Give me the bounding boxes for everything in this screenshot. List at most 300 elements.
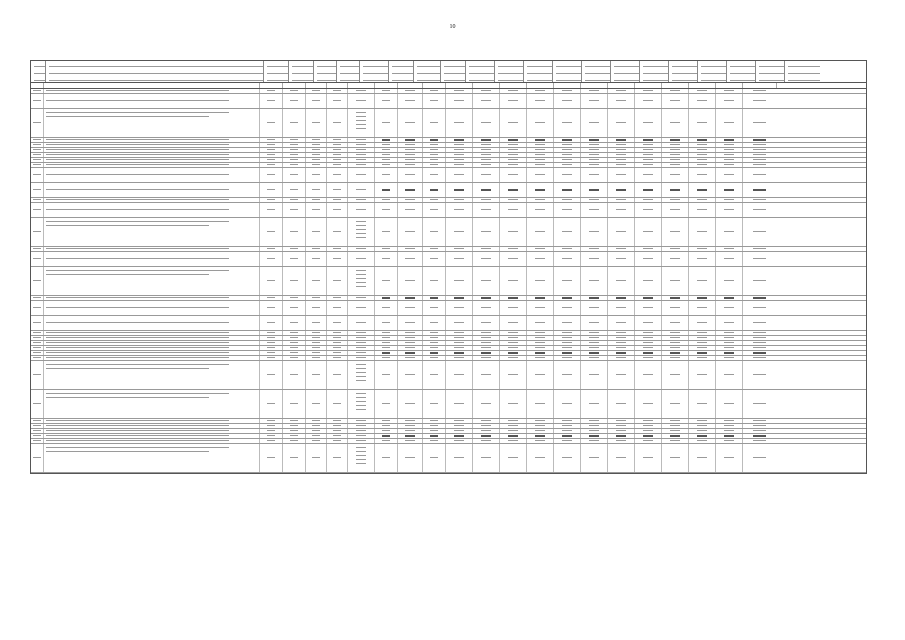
table-cell xyxy=(662,153,689,157)
placeholder-text xyxy=(356,233,366,234)
placeholder-text xyxy=(33,100,41,101)
placeholder-text xyxy=(267,347,276,348)
placeholder-text xyxy=(46,139,229,140)
placeholder-text xyxy=(589,374,599,375)
table-cell xyxy=(527,143,554,147)
table-cell xyxy=(662,168,689,182)
table-cell xyxy=(662,419,689,423)
placeholder-text xyxy=(616,209,626,210)
placeholder-text xyxy=(643,80,669,81)
table-cell xyxy=(446,143,473,147)
table-cell xyxy=(743,143,776,147)
table-cell xyxy=(527,429,554,433)
table-cell xyxy=(716,153,743,157)
placeholder-text xyxy=(356,144,366,145)
table-cell xyxy=(283,296,306,300)
placeholder-text xyxy=(697,209,707,210)
table-cell xyxy=(527,361,554,389)
table-cell xyxy=(283,183,306,197)
placeholder-text xyxy=(562,430,572,431)
table-cell xyxy=(473,148,500,152)
placeholder-text xyxy=(317,73,337,74)
table-cell xyxy=(306,109,327,137)
table-cell xyxy=(375,429,398,433)
table-cell xyxy=(398,267,423,295)
table-cell xyxy=(283,138,306,142)
placeholder-text xyxy=(670,322,680,323)
table-cell xyxy=(423,419,446,423)
placeholder-text xyxy=(33,248,41,249)
table-cell xyxy=(327,351,348,355)
placeholder-text xyxy=(356,282,366,283)
placeholder-text xyxy=(333,139,341,140)
table-cell xyxy=(554,247,581,251)
table-cell xyxy=(327,153,348,157)
table-cell xyxy=(689,429,716,433)
table-cell xyxy=(500,267,527,295)
placeholder-text xyxy=(454,199,464,200)
placeholder-text xyxy=(589,280,599,281)
placeholder-text xyxy=(33,403,41,404)
table-cell xyxy=(398,331,423,335)
table-cell xyxy=(581,109,608,137)
table-row xyxy=(31,301,866,316)
cell xyxy=(582,61,611,82)
placeholder-text xyxy=(585,80,611,81)
placeholder-text xyxy=(382,420,391,421)
placeholder-text xyxy=(382,430,391,431)
placeholder-text xyxy=(267,430,276,431)
placeholder-text xyxy=(535,139,545,141)
table-cell xyxy=(743,89,776,93)
table-cell xyxy=(306,94,327,108)
table-cell xyxy=(581,341,608,345)
table-cell xyxy=(306,424,327,428)
placeholder-text xyxy=(643,66,669,67)
table-cell xyxy=(31,183,44,197)
placeholder-text xyxy=(312,374,320,375)
placeholder-text xyxy=(508,357,518,358)
table-cell xyxy=(743,296,776,300)
placeholder-text xyxy=(356,307,366,308)
table-cell xyxy=(500,198,527,202)
placeholder-text xyxy=(697,90,707,91)
placeholder-text xyxy=(405,425,415,426)
table-cell xyxy=(327,341,348,345)
placeholder-text xyxy=(454,357,464,358)
placeholder-text xyxy=(382,154,391,155)
table-cell xyxy=(554,198,581,202)
placeholder-text xyxy=(46,274,209,275)
placeholder-text xyxy=(34,66,46,67)
placeholder-text xyxy=(340,80,360,81)
table-cell xyxy=(446,424,473,428)
table-cell xyxy=(44,198,260,202)
placeholder-text xyxy=(670,189,680,191)
table-cell xyxy=(635,203,662,217)
placeholder-text xyxy=(697,144,707,145)
table-cell xyxy=(375,109,398,137)
table-cell xyxy=(608,252,635,266)
placeholder-text xyxy=(697,258,707,259)
placeholder-text xyxy=(454,307,464,308)
table-cell xyxy=(554,424,581,428)
table-cell xyxy=(554,316,581,330)
placeholder-text xyxy=(616,457,626,458)
placeholder-text xyxy=(759,73,785,74)
placeholder-text xyxy=(356,286,366,287)
placeholder-text xyxy=(469,80,495,81)
table-cell xyxy=(554,434,581,438)
table-cell xyxy=(283,390,306,418)
table-cell xyxy=(260,168,283,182)
placeholder-text xyxy=(46,425,229,426)
placeholder-text xyxy=(405,149,415,150)
placeholder-text xyxy=(670,144,680,145)
table-cell xyxy=(31,316,44,330)
placeholder-text xyxy=(535,144,545,145)
table-cell xyxy=(689,252,716,266)
table-cell xyxy=(473,247,500,251)
table-cell xyxy=(743,331,776,335)
placeholder-text xyxy=(356,237,366,238)
table-cell xyxy=(473,153,500,157)
table-cell xyxy=(31,267,44,295)
table-cell xyxy=(375,341,398,345)
placeholder-text xyxy=(356,154,366,155)
placeholder-text xyxy=(382,164,391,165)
table-cell xyxy=(554,89,581,93)
cell xyxy=(785,61,820,82)
placeholder-text xyxy=(46,342,229,343)
table-cell xyxy=(608,356,635,360)
placeholder-text xyxy=(614,80,640,81)
placeholder-text xyxy=(753,189,766,191)
placeholder-text xyxy=(454,430,464,431)
placeholder-text xyxy=(405,322,415,323)
placeholder-text xyxy=(267,435,276,436)
placeholder-text xyxy=(382,280,391,281)
table-cell xyxy=(716,444,743,472)
table-cell xyxy=(398,109,423,137)
placeholder-text xyxy=(724,297,734,299)
placeholder-text xyxy=(333,209,341,210)
table-cell xyxy=(260,331,283,335)
placeholder-text xyxy=(643,174,653,175)
placeholder-text xyxy=(312,159,320,160)
placeholder-text xyxy=(267,457,276,458)
table-cell xyxy=(716,434,743,438)
placeholder-text xyxy=(753,342,766,343)
cell xyxy=(44,83,260,88)
placeholder-text xyxy=(33,189,41,190)
placeholder-text xyxy=(724,90,734,91)
placeholder-text xyxy=(267,164,276,165)
table-cell xyxy=(554,163,581,167)
table-cell xyxy=(662,163,689,167)
table-cell xyxy=(327,424,348,428)
placeholder-text xyxy=(267,139,276,140)
placeholder-text xyxy=(382,342,391,343)
placeholder-text xyxy=(670,425,680,426)
table-cell xyxy=(716,336,743,340)
placeholder-text xyxy=(753,164,766,165)
cell xyxy=(389,61,414,82)
table-cell xyxy=(306,351,327,355)
placeholder-text xyxy=(562,435,572,437)
placeholder-text xyxy=(333,337,341,338)
placeholder-text xyxy=(562,154,572,155)
placeholder-text xyxy=(508,425,518,426)
placeholder-text xyxy=(724,122,734,123)
placeholder-text xyxy=(454,139,464,141)
table-cell xyxy=(581,163,608,167)
table-cell xyxy=(527,341,554,345)
placeholder-text xyxy=(312,297,320,298)
table-cell xyxy=(662,346,689,350)
placeholder-text xyxy=(670,280,680,281)
placeholder-text xyxy=(562,337,572,338)
table-cell xyxy=(306,163,327,167)
placeholder-text xyxy=(481,357,491,358)
table-cell xyxy=(398,356,423,360)
table-cell xyxy=(348,419,375,423)
placeholder-text xyxy=(562,342,572,343)
table-cell xyxy=(608,390,635,418)
placeholder-text xyxy=(535,420,545,421)
table-cell xyxy=(716,301,743,315)
table-cell xyxy=(31,429,44,433)
placeholder-text xyxy=(481,144,491,145)
placeholder-text xyxy=(616,357,626,358)
table-cell xyxy=(635,168,662,182)
table-cell xyxy=(662,252,689,266)
placeholder-text xyxy=(454,189,464,191)
table-cell xyxy=(327,434,348,438)
placeholder-text xyxy=(312,425,320,426)
cell xyxy=(375,83,398,88)
table-cell xyxy=(581,158,608,162)
placeholder-text xyxy=(753,199,766,200)
placeholder-text xyxy=(267,100,276,101)
table-cell xyxy=(662,331,689,335)
placeholder-text xyxy=(616,231,626,232)
table-cell xyxy=(446,419,473,423)
placeholder-text xyxy=(508,430,518,431)
table-cell xyxy=(375,356,398,360)
table-cell xyxy=(473,390,500,418)
placeholder-text xyxy=(382,122,391,123)
table-cell xyxy=(446,247,473,251)
placeholder-text xyxy=(670,159,680,160)
table-cell xyxy=(260,153,283,157)
placeholder-text xyxy=(267,374,276,375)
placeholder-text xyxy=(312,90,320,91)
table-cell xyxy=(743,346,776,350)
placeholder-text xyxy=(312,164,320,165)
placeholder-text xyxy=(643,440,653,441)
cell xyxy=(640,61,669,82)
table-cell xyxy=(306,429,327,433)
placeholder-text xyxy=(430,357,439,358)
table-cell xyxy=(500,331,527,335)
table-cell xyxy=(581,89,608,93)
placeholder-text xyxy=(535,307,545,308)
table-cell xyxy=(554,218,581,246)
table-cell xyxy=(689,356,716,360)
placeholder-text xyxy=(290,209,299,210)
placeholder-text xyxy=(430,342,439,343)
placeholder-text xyxy=(333,332,341,333)
placeholder-text xyxy=(753,374,766,375)
placeholder-text xyxy=(33,154,41,155)
table-cell xyxy=(689,94,716,108)
placeholder-text xyxy=(290,139,299,140)
placeholder-text xyxy=(697,297,707,299)
placeholder-text xyxy=(697,139,707,141)
cell xyxy=(348,83,375,88)
placeholder-text xyxy=(616,374,626,375)
placeholder-text xyxy=(481,149,491,150)
table-cell xyxy=(327,89,348,93)
table-cell xyxy=(635,252,662,266)
table-cell xyxy=(473,267,500,295)
table-cell xyxy=(716,218,743,246)
placeholder-text xyxy=(267,337,276,338)
placeholder-text xyxy=(508,154,518,155)
table-cell xyxy=(260,390,283,418)
table-cell xyxy=(581,316,608,330)
placeholder-text xyxy=(562,100,572,101)
placeholder-text xyxy=(481,403,491,404)
table-cell xyxy=(348,316,375,330)
placeholder-text xyxy=(356,459,366,460)
placeholder-text xyxy=(481,231,491,232)
table-cell xyxy=(662,158,689,162)
placeholder-text xyxy=(481,430,491,431)
placeholder-text xyxy=(535,440,545,441)
table-cell xyxy=(260,94,283,108)
table-cell xyxy=(306,183,327,197)
placeholder-text xyxy=(643,100,653,101)
table-cell xyxy=(473,341,500,345)
placeholder-text xyxy=(267,248,276,249)
placeholder-text xyxy=(333,403,341,404)
placeholder-text xyxy=(643,342,653,343)
placeholder-text xyxy=(562,420,572,421)
table-cell xyxy=(635,331,662,335)
table-header xyxy=(31,61,866,83)
placeholder-text xyxy=(312,258,320,259)
table-cell xyxy=(327,247,348,251)
table-cell xyxy=(608,361,635,389)
placeholder-text xyxy=(405,352,415,354)
table-cell xyxy=(398,419,423,423)
table-cell xyxy=(716,424,743,428)
placeholder-text xyxy=(589,435,599,437)
placeholder-text xyxy=(382,189,391,191)
table-cell xyxy=(446,296,473,300)
placeholder-text xyxy=(312,403,320,404)
table-cell xyxy=(375,218,398,246)
placeholder-text xyxy=(562,174,572,175)
table-cell xyxy=(527,336,554,340)
placeholder-text xyxy=(356,221,366,222)
placeholder-text xyxy=(616,440,626,441)
table-cell xyxy=(689,346,716,350)
table-cell xyxy=(635,148,662,152)
table-cell xyxy=(327,316,348,330)
placeholder-text xyxy=(616,174,626,175)
placeholder-text xyxy=(697,332,707,333)
table-cell xyxy=(473,301,500,315)
placeholder-text xyxy=(405,199,415,200)
placeholder-text xyxy=(454,159,464,160)
placeholder-text xyxy=(589,231,599,232)
table-cell xyxy=(348,138,375,142)
table-cell xyxy=(743,252,776,266)
placeholder-text xyxy=(333,425,341,426)
table-cell xyxy=(306,444,327,472)
placeholder-text xyxy=(535,258,545,259)
placeholder-text xyxy=(382,347,391,348)
table-cell xyxy=(327,301,348,315)
table-cell xyxy=(398,198,423,202)
placeholder-text xyxy=(481,352,491,354)
placeholder-text xyxy=(643,209,653,210)
placeholder-text xyxy=(382,297,391,299)
table-cell xyxy=(283,203,306,217)
table-cell xyxy=(31,109,44,137)
placeholder-text xyxy=(46,337,229,338)
table-cell xyxy=(635,429,662,433)
placeholder-text xyxy=(454,425,464,426)
placeholder-text xyxy=(643,280,653,281)
table-cell xyxy=(743,163,776,167)
placeholder-text xyxy=(670,420,680,421)
table-cell xyxy=(716,158,743,162)
table-cell xyxy=(527,163,554,167)
placeholder-text xyxy=(356,401,366,402)
placeholder-text xyxy=(46,199,229,200)
table-cell xyxy=(716,183,743,197)
table-cell xyxy=(446,203,473,217)
placeholder-text xyxy=(562,164,572,165)
placeholder-text xyxy=(535,342,545,343)
placeholder-text xyxy=(697,403,707,404)
placeholder-text xyxy=(46,225,209,226)
placeholder-text xyxy=(535,248,545,249)
table-cell xyxy=(581,336,608,340)
placeholder-text xyxy=(481,258,491,259)
table-cell xyxy=(689,301,716,315)
table-cell xyxy=(283,153,306,157)
placeholder-text xyxy=(589,307,599,308)
cell xyxy=(283,83,306,88)
table-cell xyxy=(716,439,743,443)
table-cell xyxy=(716,356,743,360)
table-cell xyxy=(44,252,260,266)
placeholder-text xyxy=(670,374,680,375)
placeholder-text xyxy=(481,154,491,155)
table-cell xyxy=(743,148,776,152)
placeholder-text xyxy=(33,342,41,343)
placeholder-text xyxy=(670,435,680,437)
table-cell xyxy=(260,439,283,443)
table-cell xyxy=(689,138,716,142)
table-cell xyxy=(743,267,776,295)
program-table xyxy=(30,60,867,474)
